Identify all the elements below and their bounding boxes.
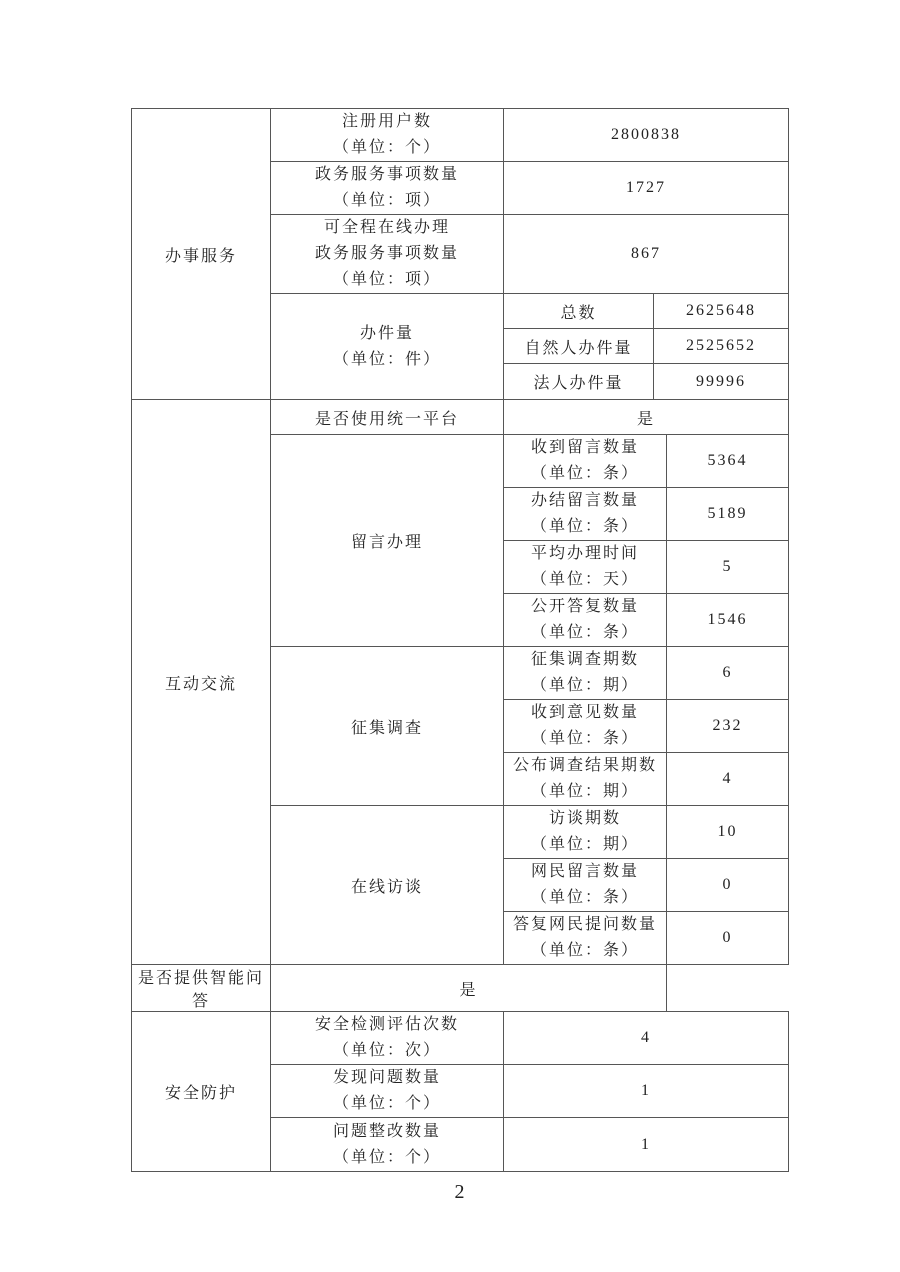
submetric-value-cell: 10: [667, 806, 789, 859]
group-label-cell-zhengji-diaocha: 征集调查: [271, 647, 504, 806]
metric-unit: （单位：条）: [530, 465, 639, 482]
metric-value-cell: 1: [504, 1118, 789, 1172]
submetric-label-cell: [504, 488, 667, 541]
metric-label: 答复网民提问数量: [512, 916, 657, 933]
metric-value-cell: 2800838: [504, 109, 789, 162]
submetric-label-cell: 总数: [504, 294, 654, 329]
group-label-cell-zaixian-fangtan: 在线访谈: [271, 806, 504, 965]
submetric-value-cell: 2625648: [654, 294, 789, 329]
metric-unit: （单位：天）: [530, 571, 639, 588]
submetric-value-cell: 99996: [654, 364, 789, 400]
submetric-label-cell: [504, 647, 667, 700]
submetric-value-cell: 4: [667, 753, 789, 806]
metric-label-cell: [271, 109, 504, 162]
metric-unit: （单位：条）: [530, 518, 639, 535]
metric-label: 访谈期数: [548, 810, 621, 827]
group-label-cell-liuyan-banli: 留言办理: [271, 435, 504, 647]
submetric-value-cell: 5: [667, 541, 789, 594]
metric-label-cell: [271, 1118, 504, 1172]
submetric-value-cell: 0: [667, 912, 789, 965]
submetric-label-cell: 法人办件量: [504, 364, 654, 400]
metric-label: 收到意见数量: [530, 704, 639, 721]
submetric-value-cell: 5189: [667, 488, 789, 541]
metric-label: 问题整改数量: [332, 1122, 441, 1140]
submetric-value-cell: 0: [667, 859, 789, 912]
metric-unit: （单位：条）: [530, 730, 639, 747]
metric-label-line2: 政务服务事项数量: [314, 245, 459, 262]
category-cell-hudong-jiaoliu: 互动交流: [132, 400, 271, 965]
submetric-value-cell: 2525652: [654, 329, 789, 364]
metric-label: 征集调查期数: [530, 651, 639, 668]
metric-label-cell: [271, 1065, 504, 1118]
category-cell-banshi-fuwu: 办事服务: [132, 109, 271, 400]
submetric-label-cell: [504, 753, 667, 806]
metric-label-cell: [271, 1012, 504, 1065]
metric-unit: （单位：个）: [332, 139, 441, 156]
group-label-cell-banjianliang: [271, 294, 504, 400]
metric-label: 网民留言数量: [530, 863, 639, 880]
metric-label: 注册用户数: [341, 113, 432, 130]
metric-unit: （单位：条）: [530, 889, 639, 906]
metric-label: 安全检测评估次数: [314, 1016, 459, 1033]
submetric-label-cell: [504, 700, 667, 753]
metric-label: 政务服务事项数量: [314, 166, 459, 183]
metric-value-cell: 1727: [504, 162, 789, 215]
annual-report-table: [131, 108, 789, 1172]
metric-label-cell: 是否使用统一平台: [271, 400, 504, 435]
submetric-label-cell: [504, 806, 667, 859]
metric-value-cell: 是: [504, 400, 789, 435]
metric-label-cell: 是否提供智能问答: [132, 965, 271, 1012]
metric-unit: （单位：个）: [332, 1148, 441, 1166]
metric-value-cell: 867: [504, 215, 789, 294]
submetric-label-cell: [504, 435, 667, 488]
metric-label: 办结留言数量: [530, 492, 639, 509]
category-cell-anquan-fanghu: 安全防护: [132, 1012, 271, 1172]
metric-label: 平均办理时间: [530, 545, 639, 562]
submetric-label-cell: [504, 594, 667, 647]
metric-label: 可全程在线办理: [323, 219, 450, 236]
metric-label-cell: [271, 162, 504, 215]
metric-unit: （单位：期）: [530, 677, 639, 694]
metric-value-cell: 4: [504, 1012, 789, 1065]
metric-unit: （单位：次）: [332, 1042, 441, 1059]
metric-value-cell: 1: [504, 1065, 789, 1118]
metric-label: 公开答复数量: [530, 598, 639, 615]
metric-value-cell: 是: [271, 965, 667, 1012]
submetric-value-cell: 6: [667, 647, 789, 700]
metric-unit: （单位：条）: [530, 624, 639, 641]
group-unit: （单位：件）: [332, 350, 441, 368]
metric-unit: （单位：项）: [332, 192, 441, 209]
submetric-label-cell: [504, 859, 667, 912]
metric-unit: （单位：期）: [530, 836, 639, 853]
metric-unit: （单位：条）: [530, 942, 639, 959]
metric-unit: （单位：期）: [530, 783, 639, 800]
metric-label: 公布调查结果期数: [512, 757, 657, 774]
submetric-label-cell: [504, 912, 667, 965]
metric-unit: （单位：项）: [332, 271, 441, 288]
metric-label-cell: [271, 215, 504, 294]
submetric-value-cell: 1546: [667, 594, 789, 647]
page-number: 2: [454, 1181, 465, 1203]
metric-label: 发现问题数量: [332, 1069, 441, 1086]
submetric-value-cell: 232: [667, 700, 789, 753]
metric-unit: （单位：个）: [332, 1095, 441, 1112]
metric-label: 收到留言数量: [530, 439, 639, 456]
submetric-label-cell: 自然人办件量: [504, 329, 654, 364]
submetric-value-cell: 5364: [667, 435, 789, 488]
submetric-label-cell: [504, 541, 667, 594]
group-label: 办件量: [359, 324, 414, 342]
